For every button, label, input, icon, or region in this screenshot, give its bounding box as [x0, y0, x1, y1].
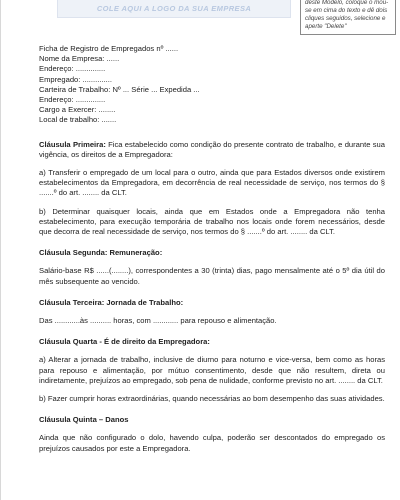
- clausula-segunda-text: Salário-base R$ ......(........), correspondentes a 30 (trinta) dias, pago mensalmente até o 5º dia útil do mês subsequente ao vencido.: [39, 266, 385, 286]
- registro-empregado: Empregado: ..............: [39, 74, 113, 84]
- registro-ficha: Ficha de Registro de Empregados nº ......: [39, 44, 179, 53]
- logo-placeholder[interactable]: [57, 0, 291, 18]
- clausula-primeira-item-b: b) Determinar quaisquer locais, ainda que em Estados onde a Empregadora não tenha estabelecimento, para execução temporária de trabalho nos locais onde forem necessários, desde que decorra de real necessidade de serviço, nos termos do § .......º do art. ........ da CLT.: [39, 206, 385, 237]
- registro-endereco: Endereço: ..............: [39, 64, 106, 74]
- tooltip-line: cliques seguidos, selecione e: [305, 15, 386, 22]
- document-body: [39, 44, 385, 454]
- logo-placeholder-text: COLE AQUI A LOGO DA SUA EMPRESA: [96, 4, 252, 13]
- tooltip-line: se em cima do texto e dê dois: [305, 7, 388, 14]
- clausula-primeira-heading: Cláusula Primeira:: [39, 139, 106, 149]
- registro-empresa: Nome da Empresa: ......: [39, 54, 120, 64]
- tooltip-line: deste Modelo, coloque o mou-: [305, 0, 389, 6]
- clausula-quinta-text: Ainda que não configurado o dolo, havendo culpa, poderão ser descontados do empregado os prejuízos causados por este a Empregadora.: [39, 433, 385, 453]
- clausula-terceira-heading: Cláusula Terceira: Jornada de Trabalho:: [39, 297, 184, 307]
- clausula-terceira-text: Das ............às .......... horas, com ............ para repouso e alimentação.: [39, 316, 277, 326]
- registro-carteira: Carteira de Trabalho: Nº ... Série ... Expedida ...: [39, 84, 200, 94]
- registro-block: [39, 44, 385, 126]
- instruction-tooltip: [300, 0, 396, 35]
- tooltip-line: aperte "Delete": [305, 23, 347, 30]
- clausula-primeira-intro: [39, 140, 385, 160]
- registro-local: Local de trabalho: .......: [39, 115, 117, 125]
- clausula-primeira-text: Fica estabelecido como condição do presente contrato de trabalho, e durante sua vigência, os direitos de a Empregadora:: [39, 139, 385, 159]
- registro-cargo: Cargo a Exercer: ........: [39, 105, 116, 115]
- clausula-quinta-heading: Cláusula Quinta – Danos: [39, 415, 129, 425]
- clausula-segunda-heading: Cláusula Segunda: Remuneração:: [39, 248, 163, 258]
- clausula-quarta-heading: Cláusula Quarta - É de direito da Empregadora:: [39, 337, 210, 347]
- registro-endereco-empregado: Endereço: ..............: [39, 95, 106, 105]
- clausula-quarta-item-a: a) Alterar a jornada de trabalho, inclusive de diurno para noturno e vice-versa, bem como as horas para repouso e alimentação, por mútuo consentimento, desde que não resultem, direta ou indiretamente, prejuízos ao empregado, sob pena de nulidade, conforme previsto no art. ........ da CLT.: [39, 355, 385, 385]
- clausula-primeira-item-a: a) Transferir o empregado de um local para o outro, ainda que para Estados diversos onde existirem estabelecimentos da Empregadora, em decorrência de real necessidade de serviço, nos termos do § .......º do art. ........ da CLT.: [39, 168, 385, 198]
- clausula-quarta-item-b: b) Fazer cumprir horas extraordinárias, quando necessárias ao bom desempenho das suas atividades.: [39, 394, 385, 404]
